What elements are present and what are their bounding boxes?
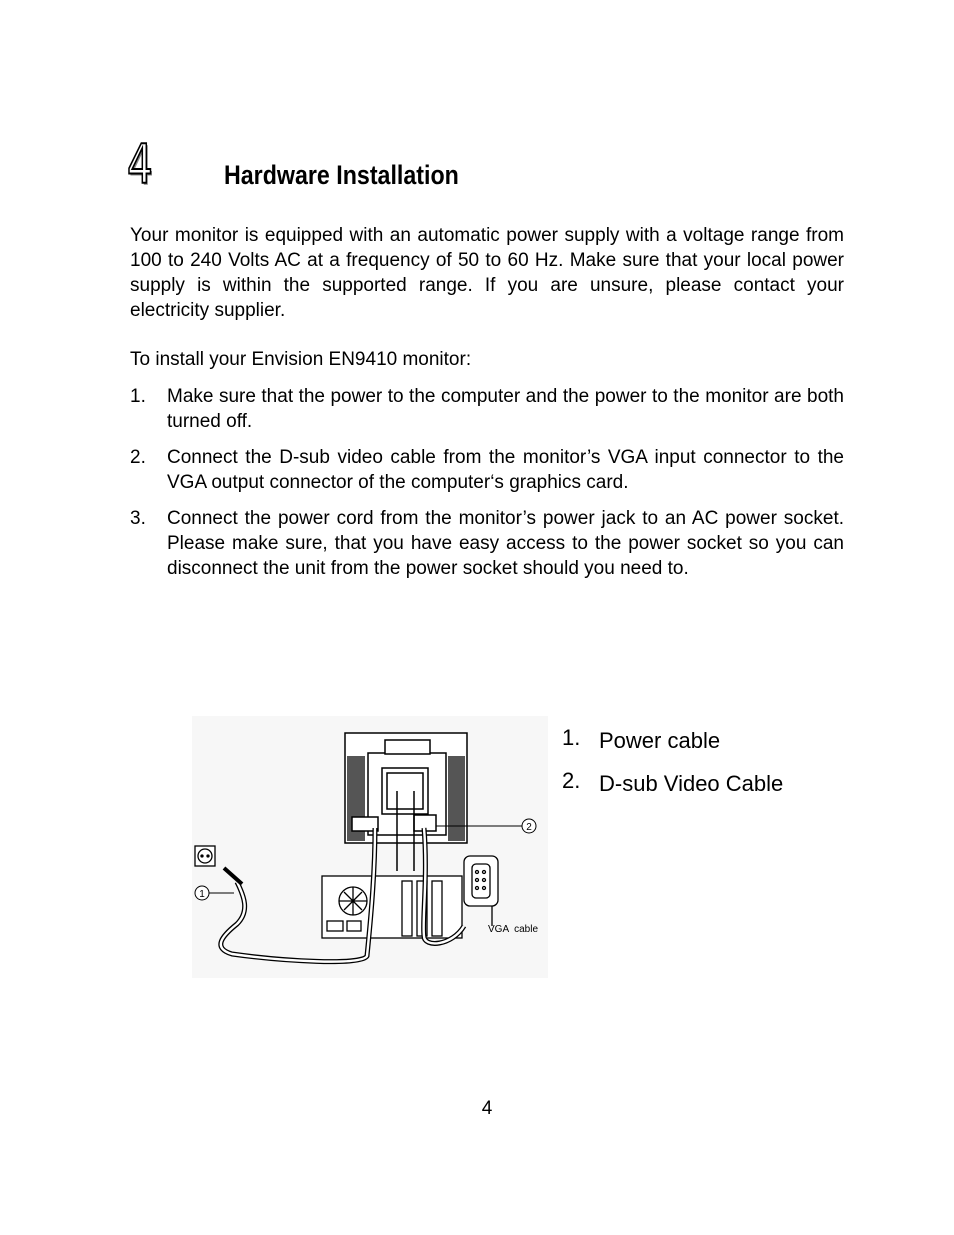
step-number: 1. — [130, 386, 146, 407]
intro-paragraph: Your monitor is equipped with an automatic power supply with a voltage range from 100 to 240 Volts AC at a frequency of 50 to 60 Hz. Make sure that your local power supply is within the supported range. If you are unsure, please contact your electricity supplier. — [130, 225, 844, 321]
install-step — [130, 506, 844, 581]
legend-text: D-sub Video Cable — [599, 771, 784, 796]
step-text: Make sure that the power to the computer and the power to the monitor are both turned off. — [167, 386, 844, 432]
chapter-title: Hardware Installation — [224, 160, 459, 190]
vga-cable-label: VGA cable — [488, 924, 539, 935]
legend-item — [562, 770, 783, 798]
install-steps-list — [130, 384, 844, 592]
page-number: 4 — [481, 1098, 493, 1119]
figure-legend — [562, 727, 783, 813]
legend-number: 2. — [562, 768, 581, 793]
legend-number: 1. — [562, 725, 581, 750]
chapter-number: 4 — [127, 133, 153, 196]
step-number: 3. — [130, 508, 146, 529]
step-number: 2. — [130, 447, 146, 468]
step-text: Connect the power cord from the monitor’s power jack to an AC power socket. Please make sure, that you have easy access to the power socket so you can disconnect the unit from the power socket should you need to. — [167, 508, 844, 579]
install-lead-text: To install your Envision EN9410 monitor: — [130, 349, 472, 370]
legend-text: Power cable — [599, 728, 721, 753]
connection-diagram — [192, 716, 548, 978]
callout-2-label: 2 — [526, 822, 532, 833]
install-step — [130, 445, 844, 495]
legend-item — [562, 727, 783, 755]
computer-rear-illustration — [322, 876, 462, 938]
install-step — [130, 384, 844, 434]
step-text: Connect the D-sub video cable from the monitor’s VGA input connector to the VGA output connector of the computer‘s graphics card. — [167, 447, 844, 493]
callout-1-label: 1 — [199, 889, 205, 900]
